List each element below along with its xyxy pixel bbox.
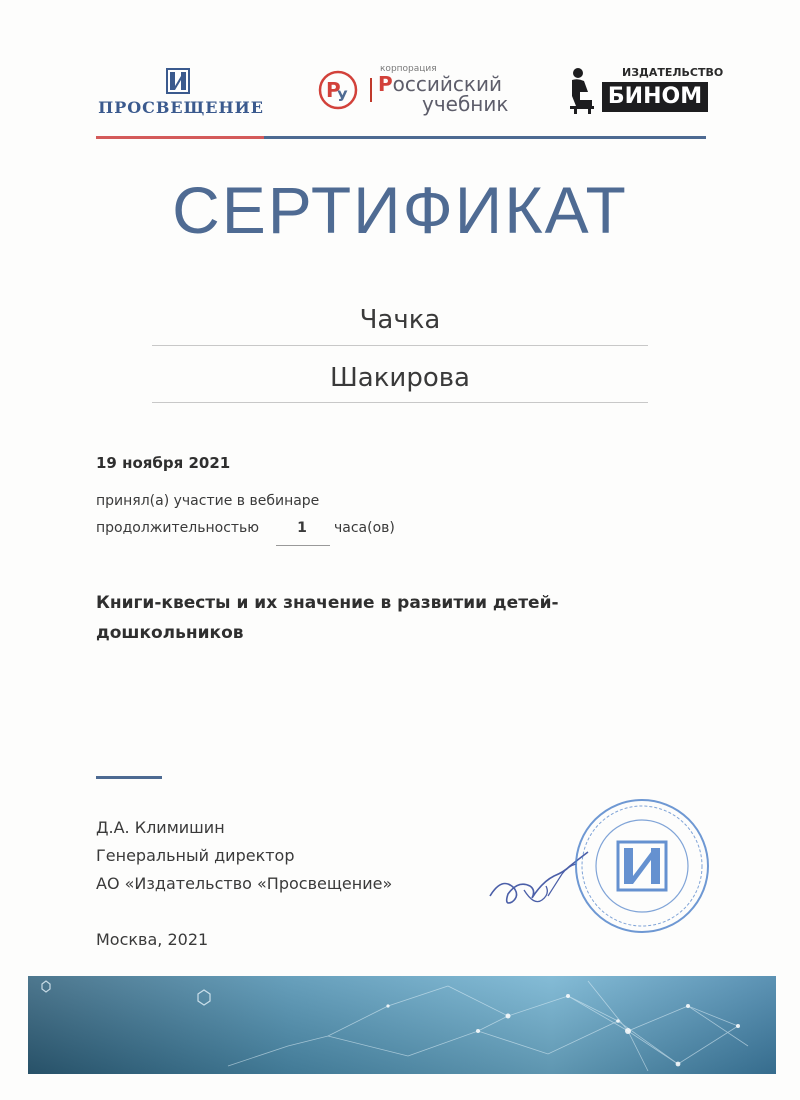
binom-name: БИНОМ — [602, 82, 708, 112]
prosveshchenie-mark-icon — [166, 68, 190, 94]
ru-corp-label: корпорация — [380, 64, 437, 74]
ru-logo-line1-rest: оссийский — [392, 72, 502, 96]
svg-text:У: У — [337, 89, 348, 105]
surname-underline — [152, 402, 648, 403]
decorative-network-banner — [28, 976, 776, 1074]
webinar-topic: Книги-квесты и их значение в развитии детей-дошкольников — [96, 593, 559, 643]
svg-text:Р: Р — [326, 78, 341, 102]
signatory-name: Д.А. Климишин — [96, 818, 225, 837]
recipient-last-name: Шакирова — [329, 363, 470, 393]
signatory-organization: АО «Издательство «Просвещение» — [96, 874, 393, 893]
header-divider-red — [96, 136, 264, 139]
signature-divider — [96, 776, 162, 779]
duration-hours: 1 — [297, 520, 307, 536]
signatory-position: Генеральный директор — [96, 846, 295, 865]
duration-row — [96, 520, 596, 550]
binom-publisher-label: ИЗДАТЕЛЬСТВО — [622, 66, 724, 79]
ru-logo-first-letter: Р — [378, 72, 393, 96]
prosveshchenie-logo — [96, 68, 266, 128]
official-seal-icon — [572, 796, 712, 936]
recipient-first-name: Чачка — [359, 305, 441, 335]
ru-circle-icon — [318, 70, 358, 110]
event-date: 19 ноября 2021 — [96, 454, 231, 472]
binom-logo — [566, 66, 724, 116]
certificate-title: СЕРТИФИКАТ — [172, 173, 628, 247]
name-underline — [152, 345, 648, 346]
hours-underline — [276, 545, 330, 546]
prosveshchenie-logo-text: ПРОСВЕЩЕНИЕ — [98, 98, 264, 117]
city-year: Москва, 2021 — [96, 930, 209, 949]
duration-unit: часа(ов) — [334, 520, 395, 536]
ru-logo-line2: учебник — [422, 92, 509, 116]
duration-label: продолжительностью — [96, 520, 260, 536]
ru-logo-separator — [370, 78, 372, 102]
russian-textbook-logo — [318, 64, 528, 116]
thinker-icon — [566, 66, 598, 114]
participation-text: принял(а) участие в вебинаре — [96, 493, 320, 509]
header-divider-blue — [264, 136, 706, 139]
